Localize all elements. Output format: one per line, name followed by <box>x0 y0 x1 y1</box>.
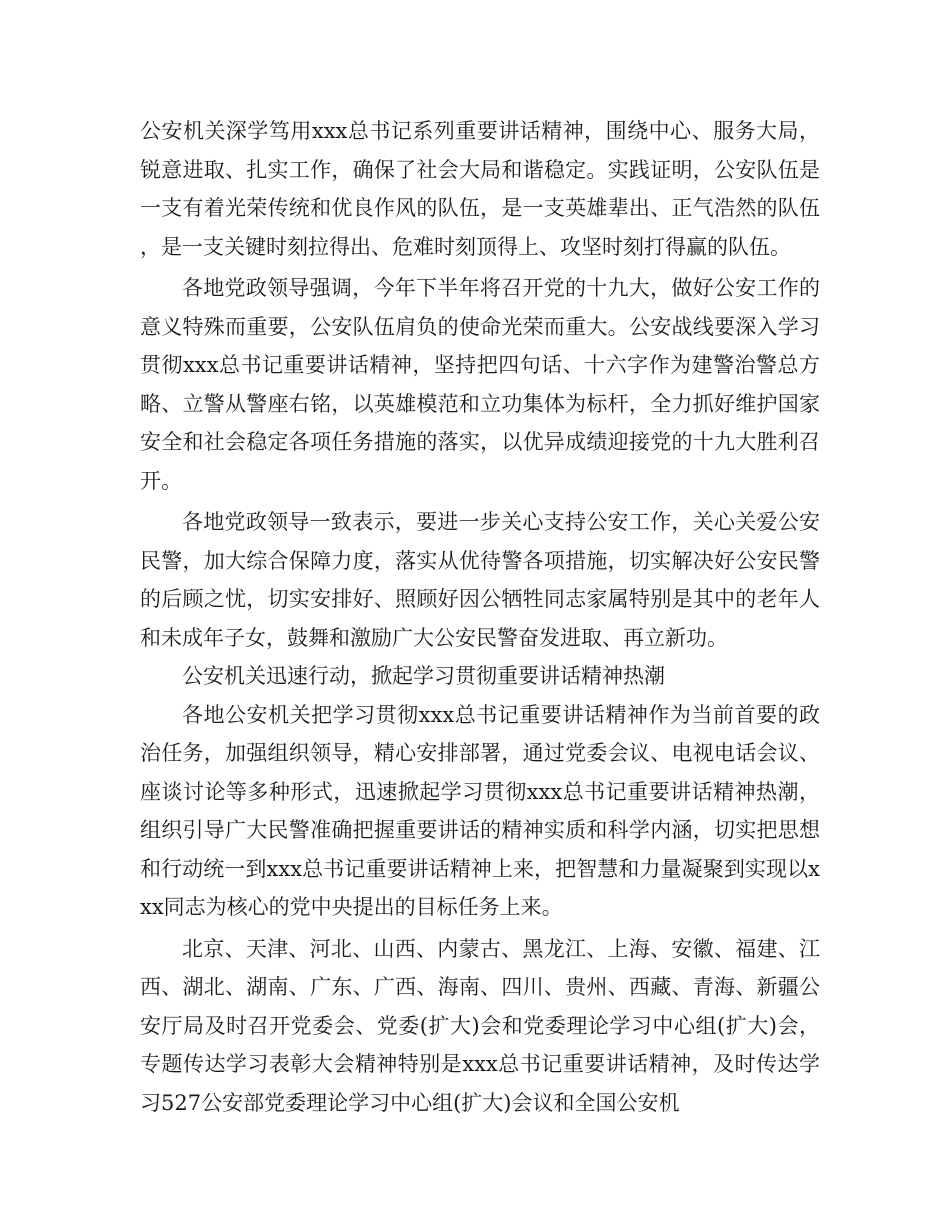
paragraph-1: 公安机关深学笃用xxx总书记系列重要讲话精神，围绕中心、服务大局，锐意进取、扎实工作，确保了社会大局和谐稳定。实践证明，公安队伍是一支有着光荣传统和优良作风的队伍，是一支英雄辈出、正气浩然的队伍，是一支关键时刻拉得出、危难时刻顶得上、攻坚时刻打得赢的队伍。 <box>140 119 820 259</box>
paragraph-5: 北京、天津、河北、山西、内蒙古、黑龙江、上海、安徽、福建、江西、湖北、湖南、广东、广西、海南、四川、贵州、西藏、青海、新疆公安厅局及时召开党委会、党委(扩大)会和党委理论学习中心组(扩大)会，专题传达学习表彰大会精神特别是xxx总书记重要讲话精神，及时传达学习527公安部党委理论学习中心组(扩大)会议和全国公安机 <box>140 936 820 1115</box>
section-heading: 公安机关迅速行动，掀起学习贯彻重要讲话精神热潮 <box>182 664 665 688</box>
paragraph-3: 各地党政领导一致表示，要进一步关心支持公安工作，关心关爱公安民警，加大综合保障力度，落实从优待警各项措施，切实解决好公安民警的后顾之忧，切实安排好、照顾好因公牺牲同志家属特别是其中的老年人和未成年子女，鼓舞和激励广大公安民警奋发进取、再立新功。 <box>140 510 820 650</box>
paragraph-4: 各地公安机关把学习贯彻xxx总书记重要讲话精神作为当前首要的政治任务，加强组织领导，精心安排部署，通过党委会议、电视电话会议、座谈讨论等多种形式，迅速掀起学习贯彻xxx总书记重要讲话精神热潮，组织引导广大民警准确把握重要讲话的精神实质和科学内涵，切实把思想和行动统一到xxx总书记重要讲话精神上来，把智慧和力量凝聚到实现以xxx同志为核心的党中央提出的目标任务上来。 <box>140 702 820 919</box>
paragraph-2: 各地党政领导强调，今年下半年将召开党的十九大，做好公安工作的意义特殊而重要，公安队伍肩负的使命光荣而重大。公安战线要深入学习贯彻xxx总书记重要讲话精神，坚持把四句话、十六字作为建警治警总方略、立警从警座右铭，以英雄模范和立功集体为标杆，全力抓好维护国家安全和社会稳定各项任务措施的落实，以优异成绩迎接党的十九大胜利召开。 <box>140 276 820 493</box>
document-body <box>140 112 820 1122</box>
